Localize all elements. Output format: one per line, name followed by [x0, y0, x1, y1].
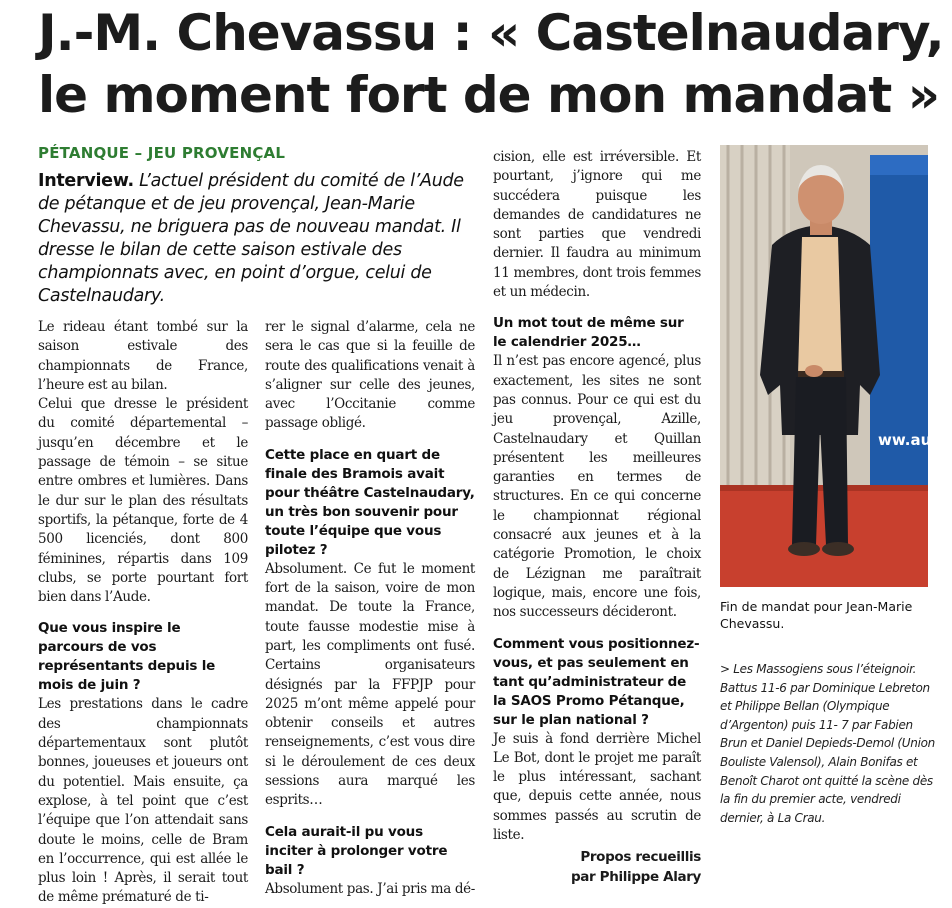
- headline-line-1: J.-M. Chevassu : « Castelnaudary,: [38, 4, 944, 62]
- section-rubric: PÉTANQUE – JEU PROVENÇAL: [38, 144, 286, 162]
- paragraph: rer le signal d’alarme, cela ne sera le cas que si la feuille de route des qualifications venait à s’aligner sur celle des jeunes, avec l’Occitanie comme passage obligé.: [265, 319, 475, 432]
- standfirst-lead: Interview.: [38, 171, 134, 191]
- article-standfirst: [38, 170, 478, 308]
- banner-text: ww.au: [878, 431, 932, 449]
- paragraph: Le rideau étant tombé sur la saison estivale des championnats de France, l’heure est au bilan.: [38, 319, 248, 393]
- paragraph: cision, elle est irréversible. Et pourtant, j’ignore qui me succédera puisque les demandes de candidatures ne sont parties que vendredi dernier. Il faudra au minimum 11 membres, dont trois femmes et un médecin.: [493, 149, 701, 301]
- headline: [38, 2, 944, 126]
- interview-answer: Je suis à fond derrière Michel Le Bot, dont le projet me paraît le plus intéressant, sachant que, depuis cette année, nous sommes passés au scrutin de liste.: [493, 730, 701, 844]
- interview-question: Un mot tout de même sur le calendrier 2025…: [493, 315, 684, 351]
- interview-question: Comment vous positionnez-vous, et pas seulement en tant qu’administrateur de la SAOS Promo Pétanque, sur le plan national ?: [493, 635, 700, 728]
- side-note: > Les Massogiens sous l’éteignoir. Battus 11-6 par Dominique Lebreton et Philippe Bellan (Olympique d’Argenton) puis 11- 7 par Fabien Brun et Daniel Depieds-Demol (Union Bouliste Valensol), Alain Bonifas et Benoît Charot ont quitté la scène dès la fin du premier acte, vendredi dernier, à La Crau.: [720, 662, 935, 825]
- article-column-2: [265, 318, 475, 899]
- interview-question: Que vous inspire le parcours de vos représentants depuis le mois de juin ?: [38, 620, 216, 694]
- standfirst-text: L’actuel président du comité de l’Aude de pétanque et de jeu provençal, Jean-Marie Chevassu, ne briguera pas de nouveau mandat. Il dresse le bilan de cette saison estivale des championnats avec, en point d’orgue, celui de Castelnaudary.: [38, 171, 464, 306]
- headline-line-2: le moment fort de mon mandat »: [38, 66, 940, 124]
- interview-question: Cela aurait-il pu vous inciter à prolonger votre bail ?: [265, 823, 448, 878]
- byline-line-2: par Philippe Alary: [570, 869, 701, 886]
- interview-answer: Il n’est pas encore agencé, plus exactement, les sites ne sont pas connus. Pour ce qui est du jeu provençal, Azille, Castelnaudary et Quillan présentent les meilleures garanties en termes de structures. En ce qui concerne le championnat régional consacré aux jeunes et à la catégorie Promotion, le choix de Lézignan me paraîtrait logique, mais, encore une fois, nos successeurs décideront.: [493, 353, 701, 621]
- interview-answer: Absolument pas. J’ai pris ma dé-: [265, 880, 475, 897]
- byline: [493, 847, 701, 887]
- portrait-illustration: [720, 145, 932, 587]
- byline-line-1: Propos recueillis: [580, 849, 701, 866]
- photo-caption: Fin de mandat pour Jean-Marie Chevassu.: [720, 599, 913, 631]
- interview-question: Cette place en quart de finale des Bramois avait pour théâtre Castelnaudary, un très bon souvenir pour toute l’équipe que vous pilotez ?: [265, 446, 475, 558]
- portrait-photo: [720, 145, 932, 587]
- interview-answer: Les prestations dans le cadre des championnats départementaux sont plutôt bonnes, joueuses et joueurs ont du potentiel. Mais ensuite, ça explose, à tel point que c’est l’équipe que l’on attendait sans doute le moins, celle de Bram en l’occurrence, qui est allée le plus loin ! Après, il serait tout de même prématuré de ti-: [38, 696, 248, 906]
- paragraph: Celui que dresse le président du comité départemental – jusqu’en décembre et le passage de témoin – se situe entre ombres et lumières. Dans le dur sur le plan des résultats sportifs, la pétanque, forte de 4 500 licenciés, dont 800 féminines, répartis dans 109 clubs, se porte pourtant fort bien dans l’Aude.: [38, 396, 248, 606]
- article-column-3: [493, 148, 701, 887]
- article-column-1: [38, 318, 248, 908]
- interview-answer: Absolument. Ce fut le moment fort de la saison, voire de mon mandat. De toute la France, toute fausse modestie mise à part, les compliments ont fusé. Certains organisateurs désignés par la FFPJP pour 2025 m’ont même appelé pour obtenir conseils et autres renseignements, c’est vous dire si le déroulement de ces deux sessions aura marqué les esprits…: [265, 560, 475, 809]
